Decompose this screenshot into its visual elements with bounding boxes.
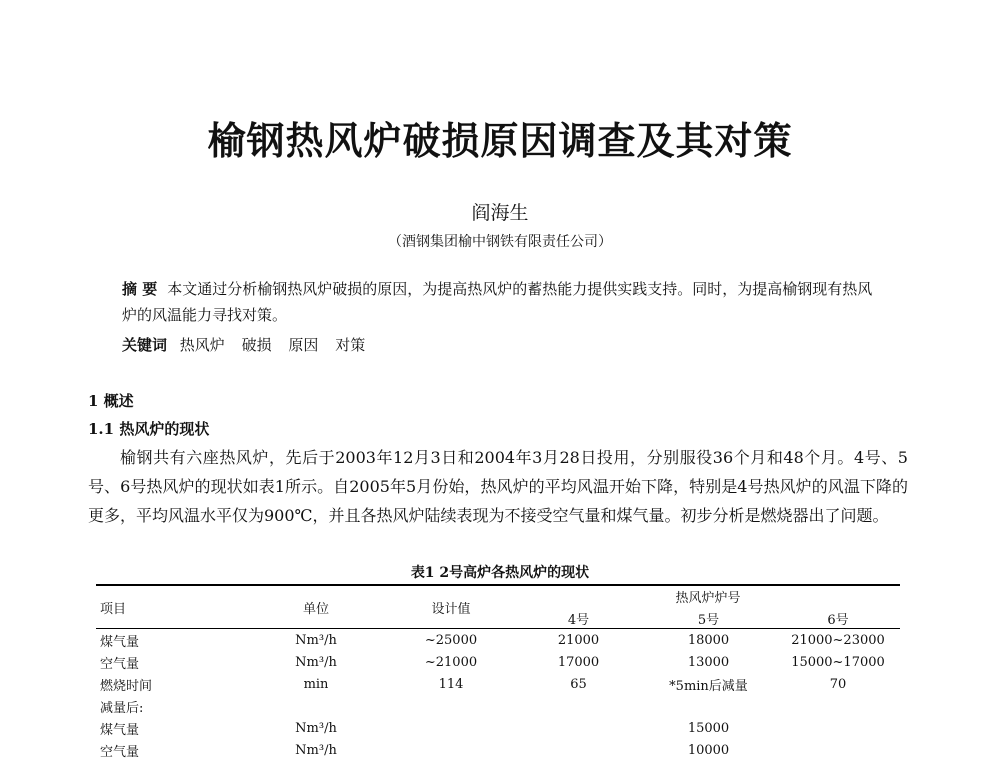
cell-stove-6: 21000~23000 <box>791 632 885 648</box>
cell-stove-4 <box>516 695 641 717</box>
cell-unit: Nm³/h <box>295 742 337 758</box>
cell-item: 空气量 <box>100 744 140 760</box>
keyword: 破损 <box>241 336 272 354</box>
col-header-stove-4: 4号 <box>567 612 590 628</box>
table-row <box>96 651 900 673</box>
col-header-group: 热风炉炉号 <box>675 590 741 606</box>
cell-stove-6 <box>776 717 900 739</box>
cell-stove-5: 18000 <box>687 632 730 648</box>
cell-stove-6: 15000~17000 <box>791 654 885 670</box>
cell-stove-5: 10000 <box>687 742 730 758</box>
keyword: 热风炉 <box>179 336 225 354</box>
cell-stove-4: 21000 <box>557 632 600 648</box>
cell-stove-5: *5min后减量 <box>669 678 748 694</box>
table-row <box>96 629 900 651</box>
data-table <box>96 585 900 761</box>
cell-stove-6 <box>776 695 900 717</box>
col-header-design: 设计值 <box>431 601 471 617</box>
table-row <box>96 717 900 739</box>
cell-design <box>386 695 516 717</box>
author-affiliation: （酒钢集团榆中钢铁有限责任公司） <box>388 234 612 250</box>
table-caption: 表1 2号高炉各热风炉的现状 <box>410 565 590 581</box>
body-paragraph: 榆钢共有六座热风炉，先后于2003年12月3日和2004年3月28日投用，分别服役36个月和48个月。4号、5号、6号热风炉的现状如表1所示。自2005年5月份始，热风炉的平均风温开始下降，特别是4号热风炉的风温下降的更多，平均风温水平仅为900℃，并且各热风炉陆续表现为不接受空气量和煤气量。初步分析是燃烧器出了问题。 <box>88 448 908 525</box>
cell-unit: Nm³/h <box>295 632 337 648</box>
table-row <box>96 695 900 717</box>
table-row <box>96 673 900 695</box>
cell-design <box>386 739 516 761</box>
cell-stove-6 <box>776 739 900 761</box>
cell-stove-5 <box>641 695 776 717</box>
keywords-label: 关键词 <box>122 336 168 354</box>
cell-item: 煤气量 <box>100 634 140 650</box>
cell-stove-5: 15000 <box>687 720 730 736</box>
cell-stove-5: 13000 <box>687 654 730 670</box>
cell-design: ~21000 <box>424 654 478 670</box>
keyword: 对策 <box>335 336 366 354</box>
keywords <box>122 334 377 355</box>
cell-stove-4 <box>516 739 641 761</box>
subsection-heading: 1.1 热风炉的现状 <box>88 420 210 438</box>
table-row <box>96 739 900 761</box>
cell-item: 减量后: <box>100 700 144 716</box>
cell-item: 煤气量 <box>100 722 140 738</box>
keyword: 原因 <box>288 336 319 354</box>
cell-stove-6: 70 <box>829 676 847 692</box>
cell-design <box>386 717 516 739</box>
paper-title: 榆钢热风炉破损原因调查及其对策 <box>207 118 793 163</box>
cell-item: 燃烧时间 <box>100 678 153 694</box>
cell-stove-4 <box>516 717 641 739</box>
cell-item: 空气量 <box>100 656 140 672</box>
cell-design: ~25000 <box>424 632 478 648</box>
col-header-stove-5: 5号 <box>697 612 720 628</box>
cell-unit: Nm³/h <box>295 654 337 670</box>
col-header-item: 项目 <box>100 601 127 617</box>
cell-stove-4: 17000 <box>557 654 600 670</box>
cell-unit: min <box>303 676 329 692</box>
abstract <box>122 276 882 328</box>
cell-unit <box>246 695 386 717</box>
col-header-unit: 单位 <box>302 601 329 617</box>
cell-design: 114 <box>438 676 464 692</box>
cell-stove-4: 65 <box>570 676 587 692</box>
abstract-label: 摘 要 <box>122 280 158 298</box>
body-text <box>88 443 908 530</box>
cell-unit: Nm³/h <box>295 720 337 736</box>
col-header-stove-6: 6号 <box>827 612 849 628</box>
author-name: 阎海生 <box>471 202 529 224</box>
section-heading: 1 概述 <box>88 392 134 410</box>
abstract-text: 本文通过分析榆钢热风炉破损的原因，为提高热风炉的蓄热能力提供实践支持。同时，为提高榆钢现有热风炉的风温能力寻找对策。 <box>122 280 873 324</box>
